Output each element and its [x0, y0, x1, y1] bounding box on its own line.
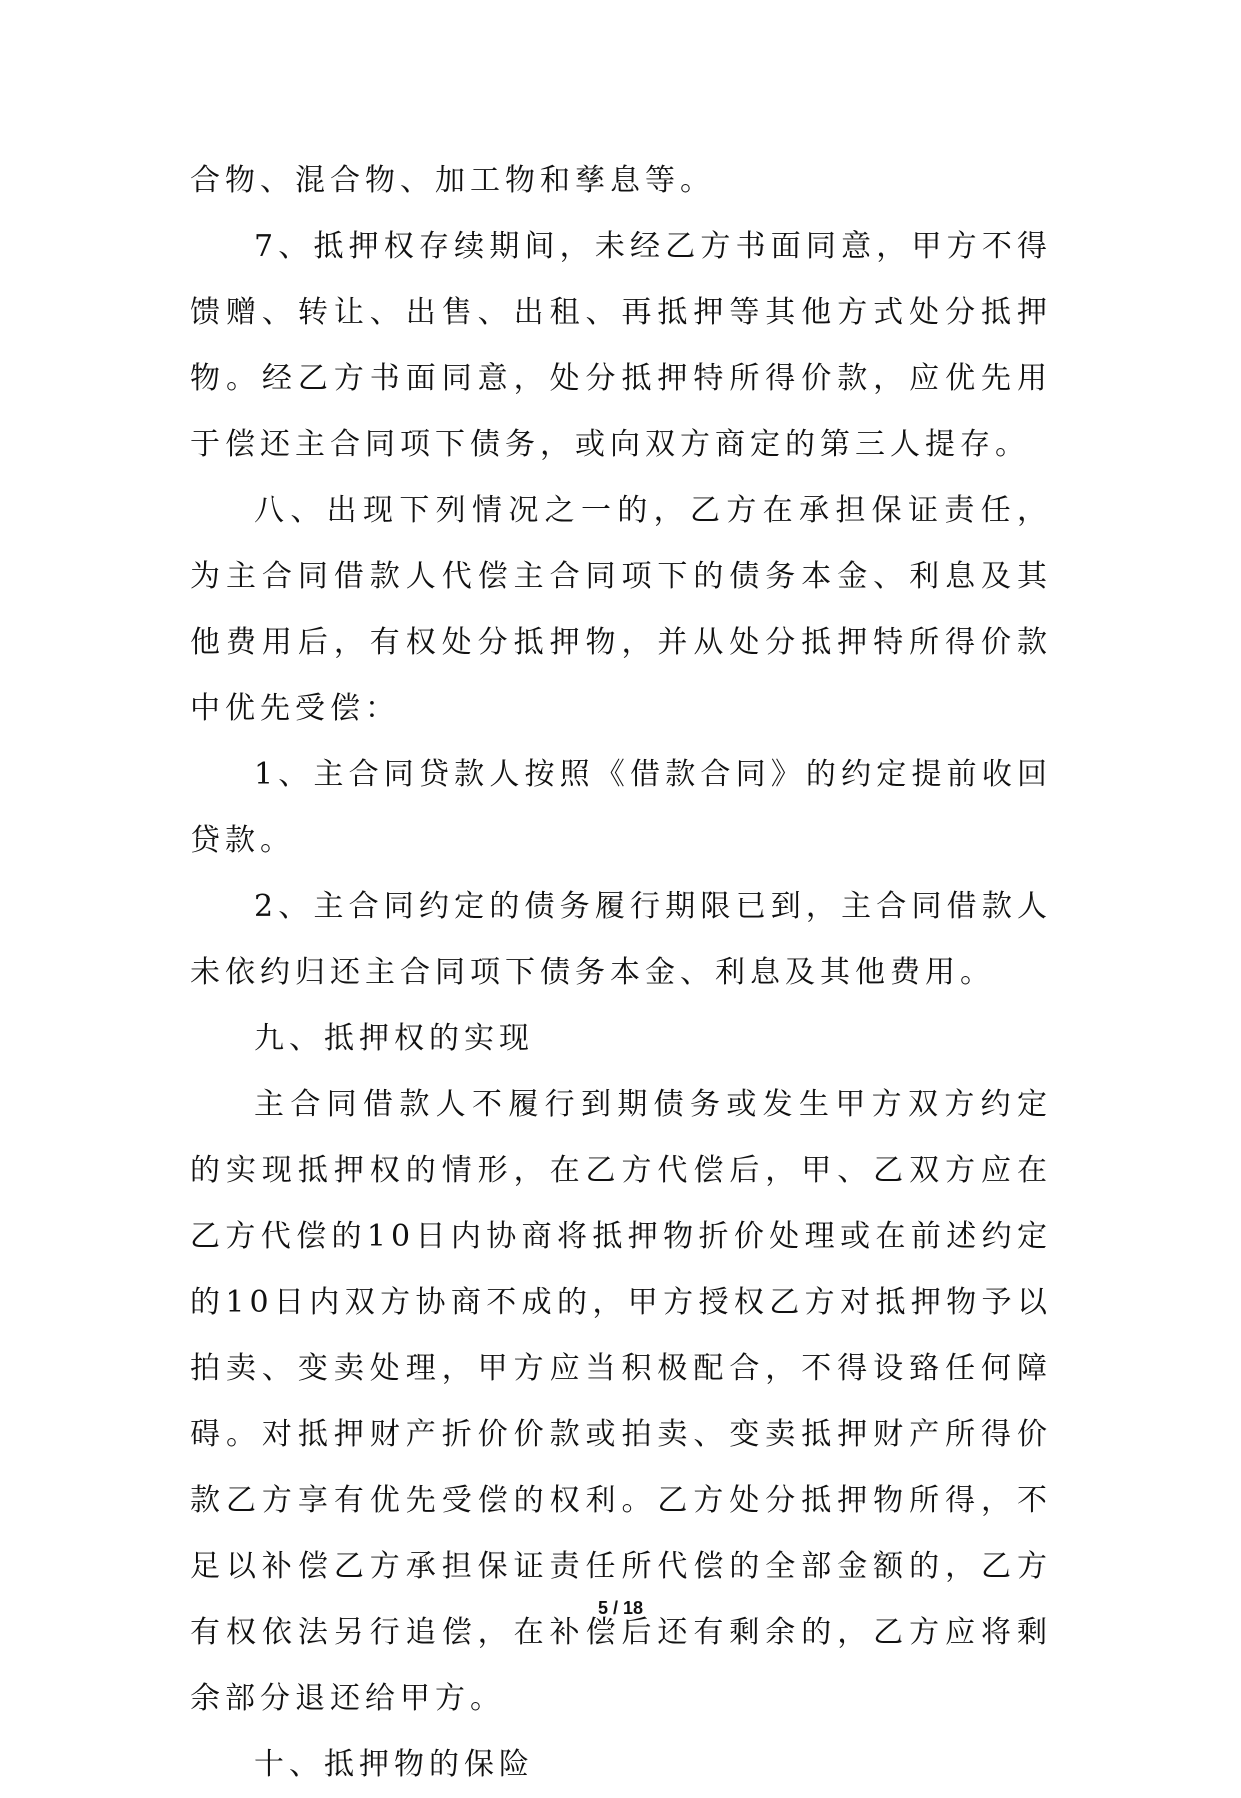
- paragraph-article-9-body: 主合同借款人不履行到期债务或发生甲方双方约定的实现抵押权的情形，在乙方代偿后，甲、乙双方应在乙方代偿的10日内协商将抵押物折价处理或在前述约定的10日内双方协商不成的，甲方授权乙方对抵押物予以拍卖、变卖处理，甲方应当积极配合，不得设臵任何障碍。对抵押财产折价价款或拍卖、变卖抵押财产所得价款乙方享有优先受偿的权利。乙方处分抵押物所得，不足以补偿乙方承担保证责任所代偿的全部金额的，乙方有权依法另行追偿，在补偿后还有剩余的，乙方应将剩余部分退还给甲方。: [190, 1087, 1052, 1716]
- paragraph-continuation: 合物、混合物、加工物和孳息等。: [190, 163, 715, 198]
- paragraph-article-8: 八、出现下列情况之一的，乙方在承担保证责任，为主合同借款人代偿主合同项下的债务本金、利息及其他费用后，有权处分抵押物，并从处分抵押特所得价款中优先受偿：: [190, 493, 1052, 726]
- paragraph-item-1: 1、主合同贷款人按照《借款合同》的约定提前收回贷款。: [190, 757, 1052, 858]
- paragraph-item-2: 2、主合同约定的债务履行期限已到，主合同借款人未依约归还主合同项下债务本金、利息及其他费用。: [190, 889, 1052, 990]
- document-body: [190, 148, 1052, 1798]
- section-heading-10: 十、抵押物的保险: [254, 1747, 534, 1782]
- paragraph-clause-7: 7、抵押权存续期间，未经乙方书面同意，甲方不得馈赠、转让、出售、出租、再抵押等其他方式处分抵押物。经乙方书面同意，处分抵押特所得价款，应优先用于偿还主合同项下债务，或向双方商定的第三人提存。: [190, 229, 1052, 462]
- section-heading-9: 九、抵押权的实现: [254, 1021, 534, 1056]
- page-number: 5 / 18: [597, 1598, 644, 1618]
